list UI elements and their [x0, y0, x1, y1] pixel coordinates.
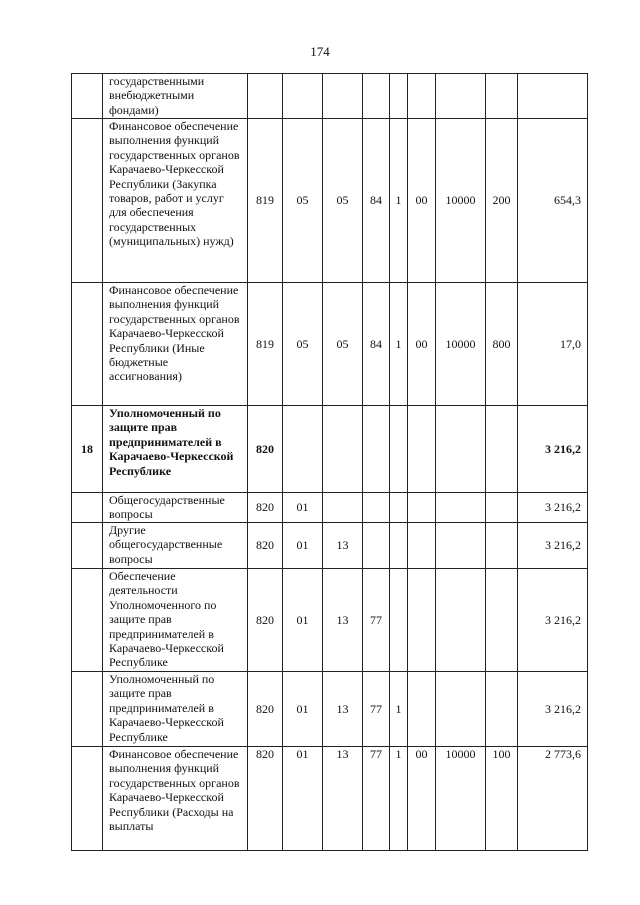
cell-vr: [486, 569, 518, 672]
cell-ved: [248, 74, 283, 119]
cell-num: [72, 283, 103, 406]
cell-rz: 01: [283, 569, 323, 672]
cell-c2: 1: [390, 747, 408, 851]
cell-vr: 200: [486, 119, 518, 283]
cell-sum: 3 216,2: [518, 672, 588, 747]
table-row: [72, 569, 588, 672]
cell-ved: 820: [248, 493, 283, 523]
cell-name: Финансовое обеспечение выполнения функций государственных органов Карачаево-Черкесской Республики (Закупка товаров, работ и услуг для обеспечения государственных (муниципальных) нужд): [103, 119, 248, 283]
cell-rz: 01: [283, 672, 323, 747]
cell-name: Финансовое обеспечение выполнения функций государственных органов Карачаево-Черкесской Республики (Расходы на выплаты: [103, 747, 248, 851]
cell-ved: 820: [248, 523, 283, 569]
cell-c2: [390, 569, 408, 672]
cell-pr: [323, 493, 363, 523]
cell-num: [72, 493, 103, 523]
cell-c1: [363, 523, 390, 569]
cell-pr: [323, 406, 363, 493]
cell-sum: 17,0: [518, 283, 588, 406]
cell-rz: [283, 406, 323, 493]
cell-c1: [363, 493, 390, 523]
cell-c3: [408, 406, 436, 493]
cell-c2: 1: [390, 672, 408, 747]
cell-c2: [390, 406, 408, 493]
cell-c4: 10000: [436, 283, 486, 406]
cell-c2: [390, 523, 408, 569]
cell-num: 18: [72, 406, 103, 493]
cell-c3: [408, 493, 436, 523]
cell-c1: 77: [363, 672, 390, 747]
cell-c1: 77: [363, 747, 390, 851]
cell-c1: 84: [363, 119, 390, 283]
cell-vr: [486, 74, 518, 119]
cell-c2: [390, 74, 408, 119]
cell-rz: 01: [283, 523, 323, 569]
cell-num: [72, 569, 103, 672]
cell-name: Финансовое обеспечение выполнения функций государственных органов Карачаево-Черкесской Республики (Иные бюджетные ассигнования): [103, 283, 248, 406]
cell-c4: 10000: [436, 747, 486, 851]
cell-num: [72, 74, 103, 119]
cell-rz: 05: [283, 119, 323, 283]
cell-name: государственными внебюджетными фондами): [103, 74, 248, 119]
cell-name: Другие общегосударственные вопросы: [103, 523, 248, 569]
table-row: [72, 74, 588, 119]
cell-ved: 820: [248, 747, 283, 851]
table-row: [72, 493, 588, 523]
cell-pr: 13: [323, 747, 363, 851]
cell-c1: 84: [363, 283, 390, 406]
cell-sum: 2 773,6: [518, 747, 588, 851]
cell-c3: [408, 569, 436, 672]
cell-name: Обеспечение деятельности Уполномоченного по защите прав предпринимателей в Карачаево-Черкесской Республике: [103, 569, 248, 672]
cell-c4: [436, 672, 486, 747]
cell-sum: [518, 74, 588, 119]
cell-pr: 13: [323, 569, 363, 672]
cell-rz: 01: [283, 493, 323, 523]
cell-c3: 00: [408, 283, 436, 406]
cell-c4: [436, 493, 486, 523]
cell-c3: 00: [408, 747, 436, 851]
cell-sum: 3 216,2: [518, 523, 588, 569]
cell-name: Уполномоченный по защите прав предпринимателей в Карачаево-Черкесской Республике: [103, 406, 248, 493]
cell-num: [72, 119, 103, 283]
cell-vr: [486, 672, 518, 747]
table-row: [72, 672, 588, 747]
cell-name: Уполномоченный по защите прав предпринимателей в Карачаево-Черкесской Республике: [103, 672, 248, 747]
table-row: [72, 523, 588, 569]
cell-vr: [486, 406, 518, 493]
cell-sum: 3 216,2: [518, 406, 588, 493]
table-row: [72, 119, 588, 283]
cell-pr: [323, 74, 363, 119]
cell-c3: [408, 672, 436, 747]
cell-sum: 654,3: [518, 119, 588, 283]
cell-rz: [283, 74, 323, 119]
cell-vr: 800: [486, 283, 518, 406]
cell-num: [72, 523, 103, 569]
cell-name: Общегосударственные вопросы: [103, 493, 248, 523]
cell-ved: 819: [248, 119, 283, 283]
cell-rz: 01: [283, 747, 323, 851]
cell-c3: [408, 74, 436, 119]
cell-c1: [363, 406, 390, 493]
cell-num: [72, 747, 103, 851]
cell-c4: [436, 569, 486, 672]
cell-sum: 3 216,2: [518, 569, 588, 672]
cell-c4: [436, 523, 486, 569]
table-row: [72, 283, 588, 406]
cell-ved: 820: [248, 406, 283, 493]
cell-ved: 820: [248, 672, 283, 747]
cell-num: [72, 672, 103, 747]
cell-pr: 05: [323, 119, 363, 283]
cell-pr: 13: [323, 672, 363, 747]
cell-vr: 100: [486, 747, 518, 851]
cell-ved: 819: [248, 283, 283, 406]
cell-c3: [408, 523, 436, 569]
budget-table: [71, 73, 588, 851]
table-row: [72, 747, 588, 851]
cell-c4: [436, 74, 486, 119]
cell-c2: 1: [390, 283, 408, 406]
cell-c2: [390, 493, 408, 523]
cell-c2: 1: [390, 119, 408, 283]
cell-c4: [436, 406, 486, 493]
cell-ved: 820: [248, 569, 283, 672]
cell-pr: 05: [323, 283, 363, 406]
cell-c1: 77: [363, 569, 390, 672]
cell-c1: [363, 74, 390, 119]
cell-vr: [486, 493, 518, 523]
page-number: 174: [310, 44, 330, 59]
table-row: [72, 406, 588, 493]
cell-c4: 10000: [436, 119, 486, 283]
cell-vr: [486, 523, 518, 569]
cell-sum: 3 216,2: [518, 493, 588, 523]
cell-c3: 00: [408, 119, 436, 283]
cell-pr: 13: [323, 523, 363, 569]
cell-rz: 05: [283, 283, 323, 406]
